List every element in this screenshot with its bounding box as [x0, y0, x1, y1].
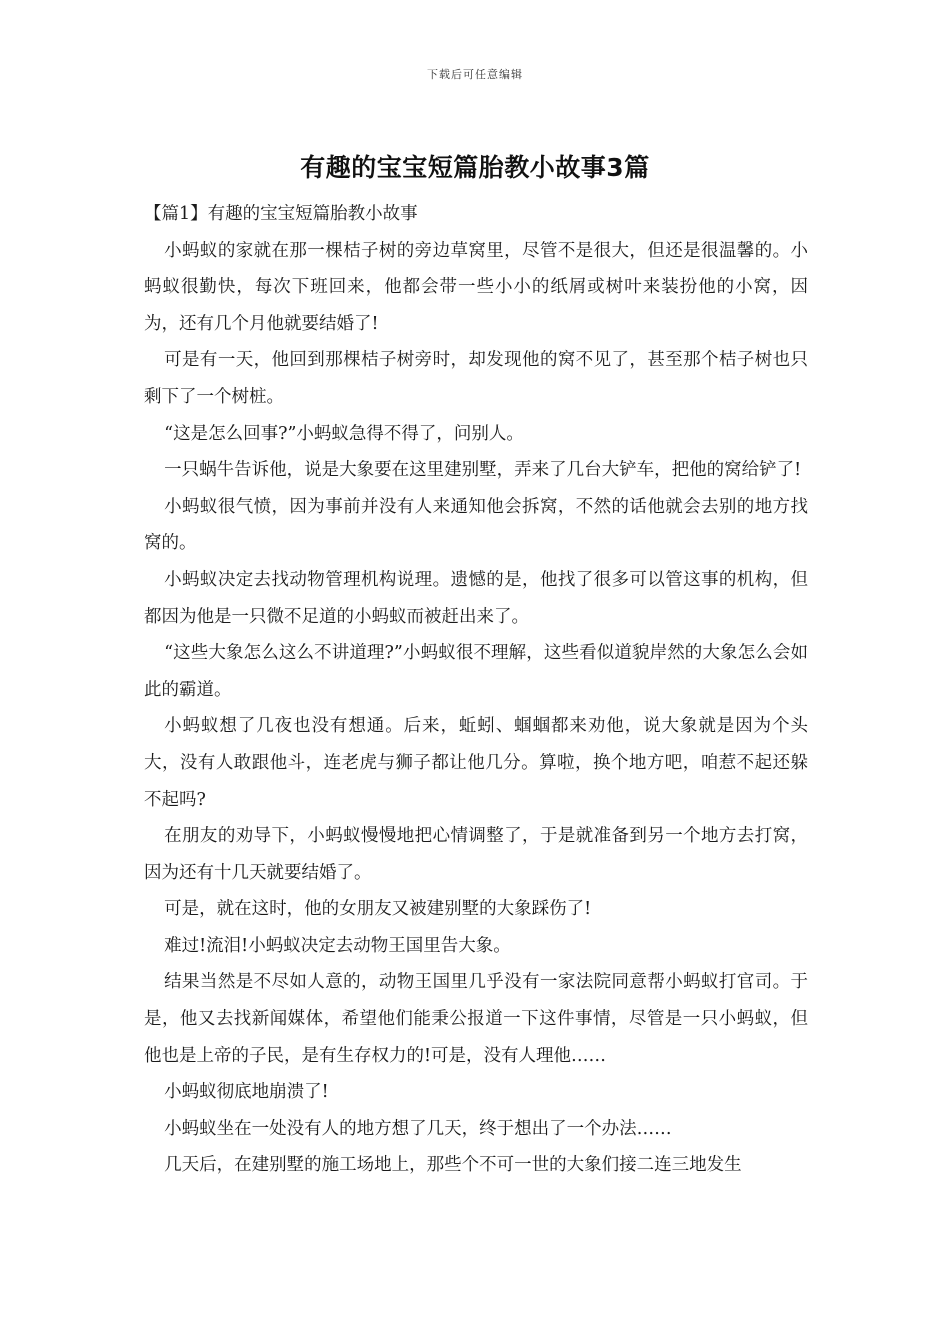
paragraph: “这些大象怎么这么不讲道理?”小蚂蚁很不理解，这些看似道貌岸然的大象怎么会如此的霸道。: [144, 643, 808, 700]
paragraph: 难过!流泪!小蚂蚁决定去动物王国里告大象。: [164, 935, 511, 956]
document-body: [144, 196, 808, 1184]
paragraph: 小蚂蚁决定去找动物管理机构说理。遗憾的是，他找了很多可以管这事的机构，但都因为他是一只微不足道的小蚂蚁而被赶出来了。: [144, 569, 808, 627]
paragraph: 小蚂蚁很气愤，因为事前并没有人来通知他会拆窝，不然的话他就会去别的地方找窝的。: [144, 496, 808, 554]
paragraph: 小蚂蚁坐在一处没有人的地方想了几天，终于想出了一个办法……: [164, 1118, 672, 1139]
paragraph: 几天后，在建别墅的施工场地上，那些个不可一世的大象们接二连三地发生: [164, 1155, 742, 1176]
paragraph: 小蚂蚁彻底地崩溃了!: [164, 1082, 329, 1103]
paragraph: 结果当然是不尽如人意的，动物王国里几乎没有一家法院同意帮小蚂蚁打官司。于是，他又去找新闻媒体，希望他们能秉公报道一下这件事情，尽管是一只小蚂蚁，但他也是上帝的子民，是有生存权力的!可是，没有人理他……: [144, 972, 808, 1066]
paragraph: 在朋友的劝导下，小蚂蚁慢慢地把心情调整了，于是就准备到另一个地方去打窝，因为还有十几天就要结婚了。: [144, 826, 808, 883]
paragraph: 小蚂蚁想了几夜也没有想通。后来，蚯蚓、蝈蝈都来劝他，说大象就是因为个头大，没有人敢跟他斗，连老虎与狮子都让他几分。算啦，换个地方吧，咱惹不起还躲不起吗?: [144, 716, 808, 810]
paragraph: 小蚂蚁的家就在那一棵桔子树的旁边草窝里，尽管不是很大，但还是很温馨的。小蚂蚁很勤快，每次下班回来，他都会带一些小小的纸屑或树叶来装扮他的小窝，因为，还有几个月他就要结婚了!: [144, 240, 808, 334]
paragraph: 一只蜗牛告诉他，说是大象要在这里建别墅，弄来了几台大铲车，把他的窝给铲了!: [164, 460, 802, 481]
section-heading: 【篇1】有趣的宝宝短篇胎教小故事: [144, 204, 418, 224]
paragraph: 可是有一天，他回到那棵桔子树旁时，却发现他的窝不见了，甚至那个桔子树也只剩下了一个树桩。: [144, 350, 808, 407]
document-title: 有趣的宝宝短篇胎教小故事3篇: [300, 153, 650, 182]
header-note: 下载后可任意编辑: [427, 68, 523, 81]
paragraph: 可是，就在这时，他的女朋友又被建别墅的大象踩伤了!: [164, 899, 592, 920]
paragraph: “这是怎么回事?”小蚂蚁急得不得了，问别人。: [164, 423, 524, 444]
